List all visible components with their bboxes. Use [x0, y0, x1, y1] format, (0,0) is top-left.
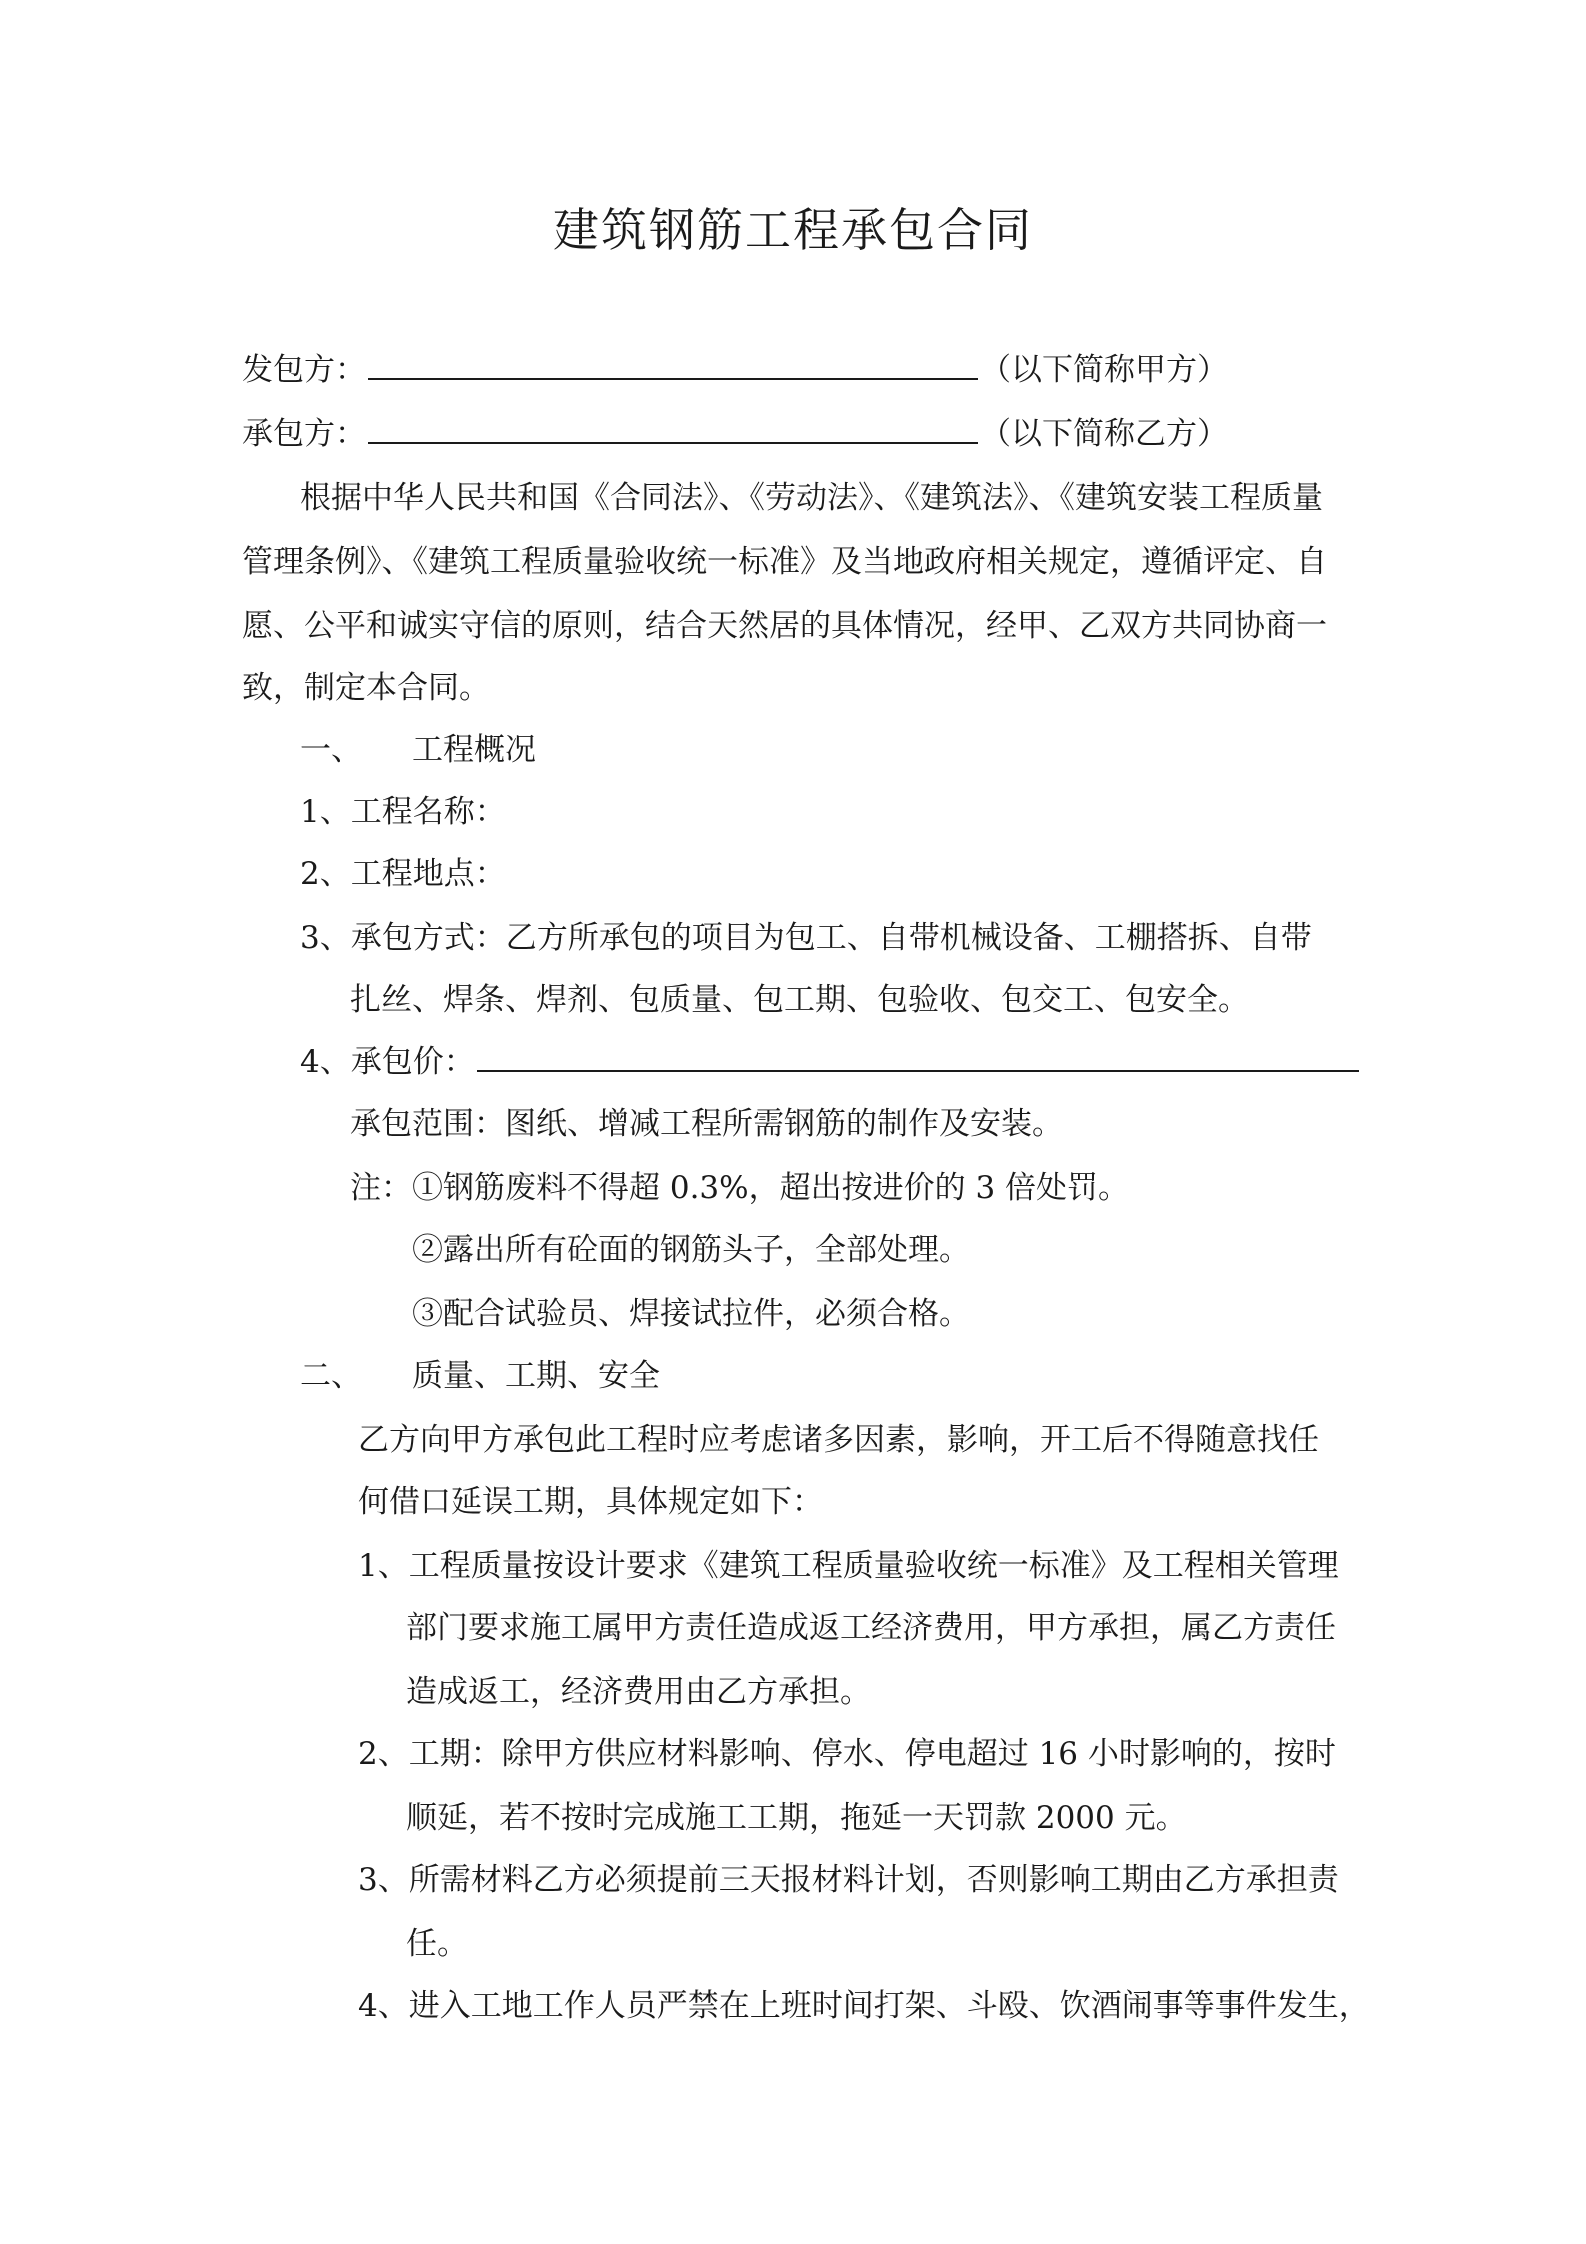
party-a-blank — [368, 348, 978, 380]
preamble-line: 致，制定本合同。 — [242, 670, 490, 706]
section1-item4 — [300, 1040, 1361, 1084]
section2-number: 二、 — [300, 1358, 362, 1394]
document-title: 建筑钢筋工程承包合同 — [553, 203, 1033, 257]
contract-price-blank — [477, 1040, 1359, 1072]
section1-item3: 3、承包方式：乙方所承包的项目为包工、自带机械设备、工棚搭拆、自带 — [300, 920, 1312, 956]
party-b-blank — [368, 412, 978, 444]
party-b-line — [242, 412, 1228, 456]
party-b-suffix: （以下简称乙方） — [980, 416, 1228, 452]
section2-item3-cont: 任。 — [406, 1926, 468, 1962]
section2-intro: 乙方向甲方承包此工程时应考虑诸多因素，影响，开工后不得随意找任 — [358, 1422, 1319, 1458]
section2-item1-cont: 造成返工，经济费用由乙方承担。 — [406, 1674, 871, 1710]
section1-item2: 2、工程地点： — [300, 856, 506, 892]
party-a-suffix: （以下简称甲方） — [980, 352, 1228, 388]
party-a-line — [242, 348, 1228, 392]
section2-heading: 质量、工期、安全 — [412, 1358, 660, 1394]
note-2: ②露出所有砼面的钢筋头子，全部处理。 — [412, 1232, 970, 1268]
section1-heading: 工程概况 — [412, 732, 536, 768]
section2-item1-cont: 部门要求施工属甲方责任造成返工经济费用，甲方承担，属乙方责任 — [406, 1610, 1336, 1646]
contract-price-label: 4、承包价： — [300, 1044, 475, 1080]
section1-number: 一、 — [300, 732, 362, 768]
section2-item1: 1、工程质量按设计要求《建筑工程质量验收统一标准》及工程相关管理 — [358, 1548, 1339, 1584]
section2-item4: 4、进入工地工作人员严禁在上班时间打架、斗殴、饮酒闹事等事件发生， — [358, 1988, 1370, 2024]
section2-item2: 2、工期：除甲方供应材料影响、停水、停电超过 16 小时影响的，按时 — [358, 1736, 1336, 1772]
preamble-line: 根据中华人民共和国《合同法》、《劳动法》、《建筑法》、《建筑安装工程质量 — [300, 480, 1323, 516]
preamble-line: 管理条例》、《建筑工程质量验收统一标准》及当地政府相关规定，遵循评定、自 — [242, 544, 1327, 580]
note-3: ③配合试验员、焊接试拉件，必须合格。 — [412, 1296, 970, 1332]
party-b-label: 承包方： — [242, 416, 366, 452]
note-1: 注：①钢筋废料不得超 0.3%，超出按进价的 3 倍处罚。 — [350, 1170, 1130, 1206]
section2-item2-cont: 顺延，若不按时完成施工工期，拖延一天罚款 2000 元。 — [406, 1800, 1187, 1836]
section2-item3: 3、所需材料乙方必须提前三天报材料计划，否则影响工期由乙方承担责 — [358, 1862, 1339, 1898]
contract-scope: 承包范围：图纸、增减工程所需钢筋的制作及安装。 — [350, 1106, 1063, 1142]
section1-item1: 1、工程名称： — [300, 794, 506, 830]
section1-item3-cont: 扎丝、焊条、焊剂、包质量、包工期、包验收、包交工、包安全。 — [350, 982, 1249, 1018]
preamble-line: 愿、公平和诚实守信的原则，结合天然居的具体情况，经甲、乙双方共同协商一 — [242, 608, 1327, 644]
party-a-label: 发包方： — [242, 352, 366, 388]
section2-intro-cont: 何借口延误工期，具体规定如下： — [358, 1484, 823, 1520]
